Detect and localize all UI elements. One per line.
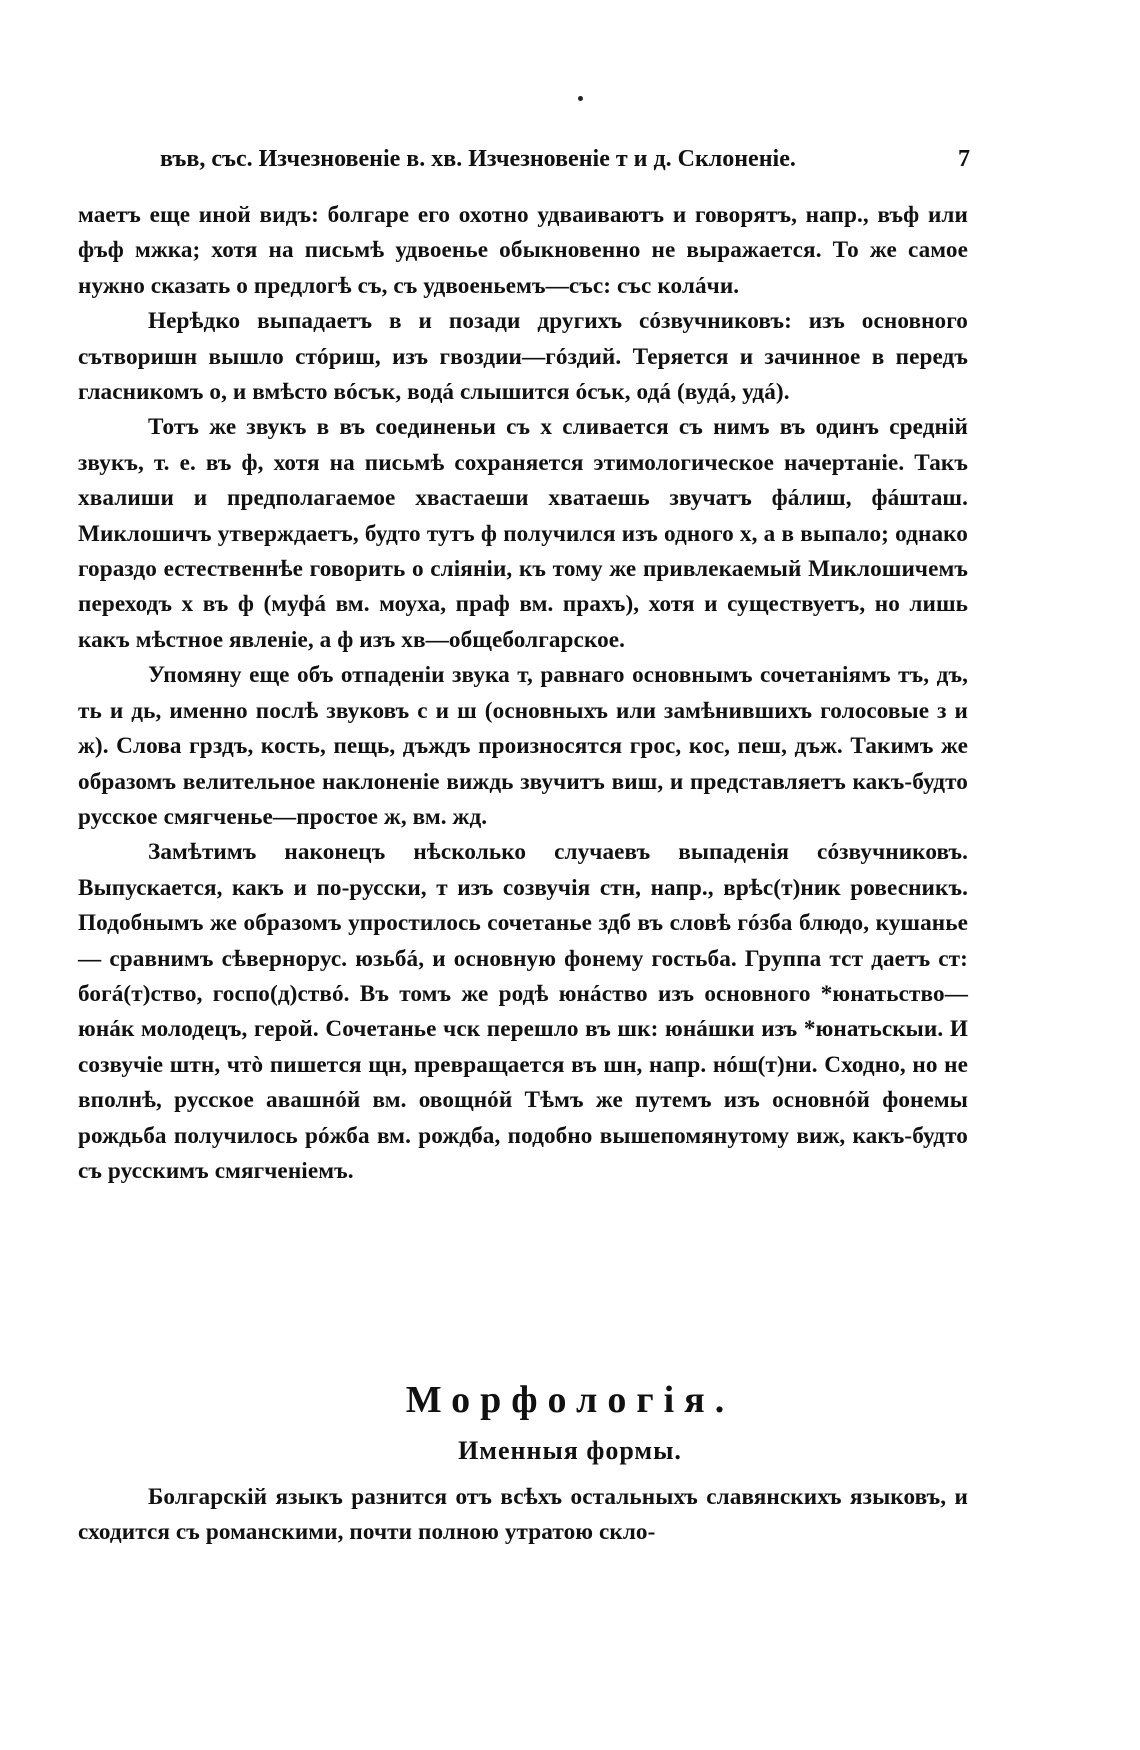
section-paragraph: Болгарскій языкъ разнится отъ всѣхъ остальныхъ славянскихъ языковъ, и сходится съ романскими, почти полною утратою скло- bbox=[78, 1484, 968, 1546]
section-body bbox=[78, 1480, 968, 1551]
ink-speck bbox=[578, 96, 583, 101]
paragraph-1: маетъ еще иной видъ: болгаре его охотно удваиваютъ и говорятъ, напр., въф или фъф мжка; хотя на письмѣ удвоенье обыкновенно не выражается. То же самое нужно сказать о предлогѣ съ, съ удвоеньемъ—със: със колáчи. bbox=[78, 202, 968, 299]
running-header bbox=[160, 146, 970, 176]
section-subheading: Именныя формы. bbox=[458, 1436, 682, 1465]
section-heading: Морфологія. bbox=[405, 1379, 735, 1421]
paragraph-4: Упомяну еще объ отпаденіи звука т, равнаго основнымъ сочетаніямъ тъ, дъ, ть и дь, именно послѣ звуковъ с и ш (основныхъ или замѣнившихъ голосовые з и ж). Слова грздъ, кость, пещь, дъждъ произносятся грос, кос, пеш, дъж. Такимъ же образомъ велительное наклоненіе виждь звучитъ виш, и представляетъ какъ-будто русское смягченье—простое ж, вм. жд. bbox=[78, 662, 968, 830]
paragraph-2: Нерѣдко выпадаетъ в и позади другихъ сóзвучниковъ: изъ основного сътворишн вышло стóриш, изъ гвоздии—гóздий. Теряется и зачинное в передъ гласникомъ о, и вмѣсто вóсък, водá слышится óсък, одá (вудá, удá). bbox=[78, 308, 968, 406]
running-title: във, със. Изчезновеніе в. хв. Изчезновеніе т и д. Склоненіе. bbox=[160, 146, 796, 172]
page-number: 7 bbox=[958, 146, 970, 172]
paragraph-3: Тотъ же звукъ в въ соединеньи съ х сливается съ нимъ въ одинъ средній звукъ, т. е. въ ф, хотя на письмѣ сохраняется этимологическое начертаніе. Такъ хвалиши и предполагаемое хвастаеши хватаешь звучатъ фáлиш, фáшташ. Миклошичъ утверждаетъ, будто тутъ ф получился изъ одного х, а в выпало; однако гораздо естественнѣе говорить о сліяніи, къ тому же привлекаемый Миклошичемъ переходъ х въ ф (муфá вм. моуха, праф вм. прахъ), хотя и существуетъ, но лишь какъ мѣстное явленіе, а ф изъ хв—общеболгарское. bbox=[78, 414, 968, 653]
body-text bbox=[78, 198, 968, 1189]
paragraph-5: Замѣтимъ наконецъ нѣсколько случаевъ выпаденія сóзвучниковъ. Выпускается, какъ и по-русски, т изъ созвучія стн, напр., врѣс(т)ник ровесникъ. Подобнымъ же образомъ упростилось сочетанье здб въ словѣ гóзба блюдо, кушанье — сравнимъ сѣвернорус. юзьбá, и основную фонему гостьба. Группа тст даетъ ст: богá(т)ство, госпо(д)ствó. Въ томъ же родѣ юнáство изъ основного *юнатьство—юнáк молодецъ, герой. Сочетанье чск перешло въ шк: юнáшки изъ *юнатьскыи. И созвучіе штн, чтò пишется щн, превращается въ шн, напр. нóш(т)ни. Сходно, но не вполнѣ, русское авашнóй вм. овощнóй Тѣмъ же путемъ изъ основнóй фонемы рождьба получилось рóжба вм. рождба, подобно вышепомянутому виж, какъ-будто съ русскимъ смягченіемъ. bbox=[78, 839, 968, 1184]
